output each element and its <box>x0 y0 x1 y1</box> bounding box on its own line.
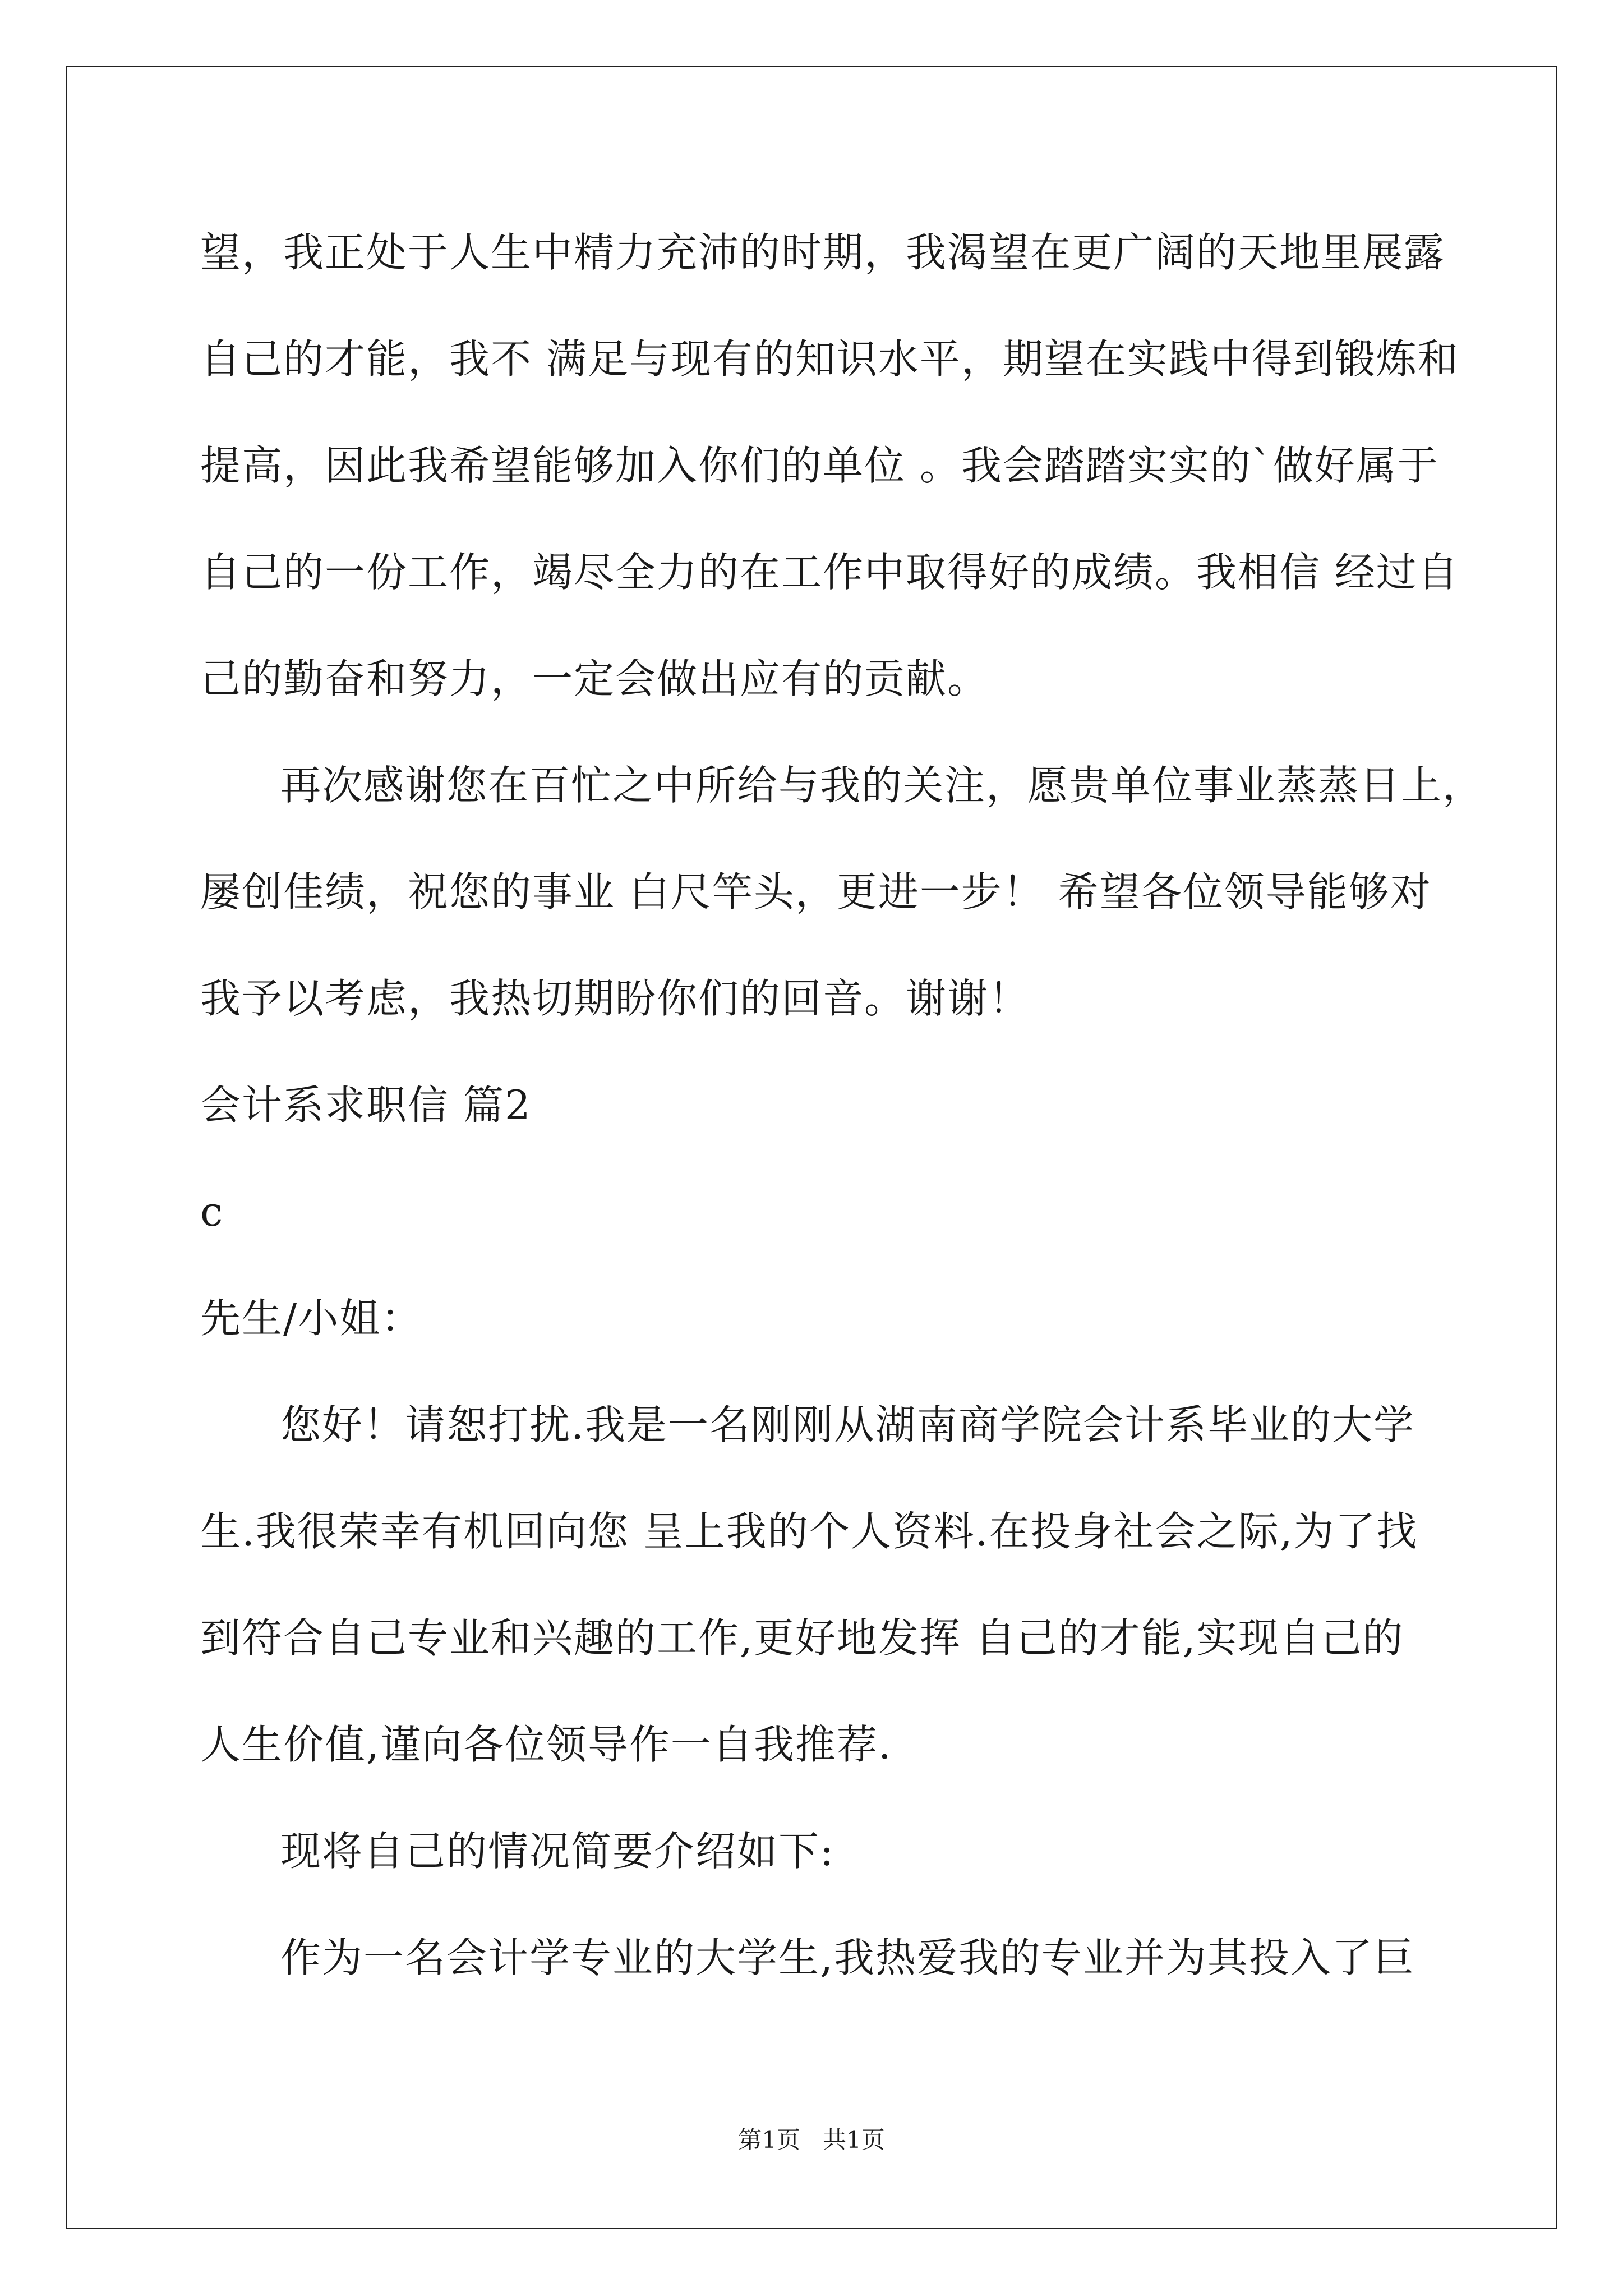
body-line-2: 自己的才能，我不 满足与现有的知识水平，期望在实践中得到锻炼和 <box>200 335 1459 383</box>
body-line-12: 您好！请恕打扰.我是一名刚刚从湖南商学院会计系毕业的大学 <box>280 1401 1415 1448</box>
body-line-1: 望，我正处于人生中精力充沛的时期，我渴望在更广阔的天地里展露 <box>200 229 1446 276</box>
body-line-6: 再次感谢您在百忙之中所给与我的关注，愿贵单位事业蒸蒸日上， <box>280 762 1484 809</box>
body-line-5: 己的勤奋和努力，一定会做出应有的贡献。 <box>200 655 989 702</box>
body-line-7: 屡创佳绩，祝您的事业 白尺竿头，更进一步！ 希望各位领导能够对 <box>200 868 1432 915</box>
salutation: 先生/小姐： <box>200 1295 423 1342</box>
body-line-17: 作为一名会计学专业的大学生,我热爱我的专业并为其投入了巨 <box>280 1934 1415 1981</box>
body-line-15: 人生价值,谨向各位领导作一自我推荐. <box>200 1721 892 1768</box>
body-line-8: 我予以考虑，我热切期盼你们的回音。谢谢！ <box>200 975 1031 1022</box>
body-line-13: 生.我很荣幸有机回向您 呈上我的个人资料.在投身社会之际,为了找 <box>200 1508 1418 1555</box>
body-line-14: 到符合自己专业和兴趣的工作,更好地发挥 自己的才能,实现自己的 <box>200 1614 1404 1662</box>
body-line-4: 自己的一份工作，竭尽全力的在工作中取得好的成绩。我相信 经过自 <box>200 549 1459 596</box>
page-border <box>66 66 1557 2229</box>
section-heading: 会计系求职信 篇2 <box>200 1082 532 1129</box>
body-line-3: 提高，因此我希望能够加入你们的单位 。我会踏踏实实的`做好属于 <box>200 442 1439 489</box>
page-number-footer: 第1页 共1页 <box>738 2126 885 2154</box>
body-line-16: 现将自己的情况简要介绍如下: <box>280 1828 835 1875</box>
body-line-10: c <box>200 1188 224 1235</box>
